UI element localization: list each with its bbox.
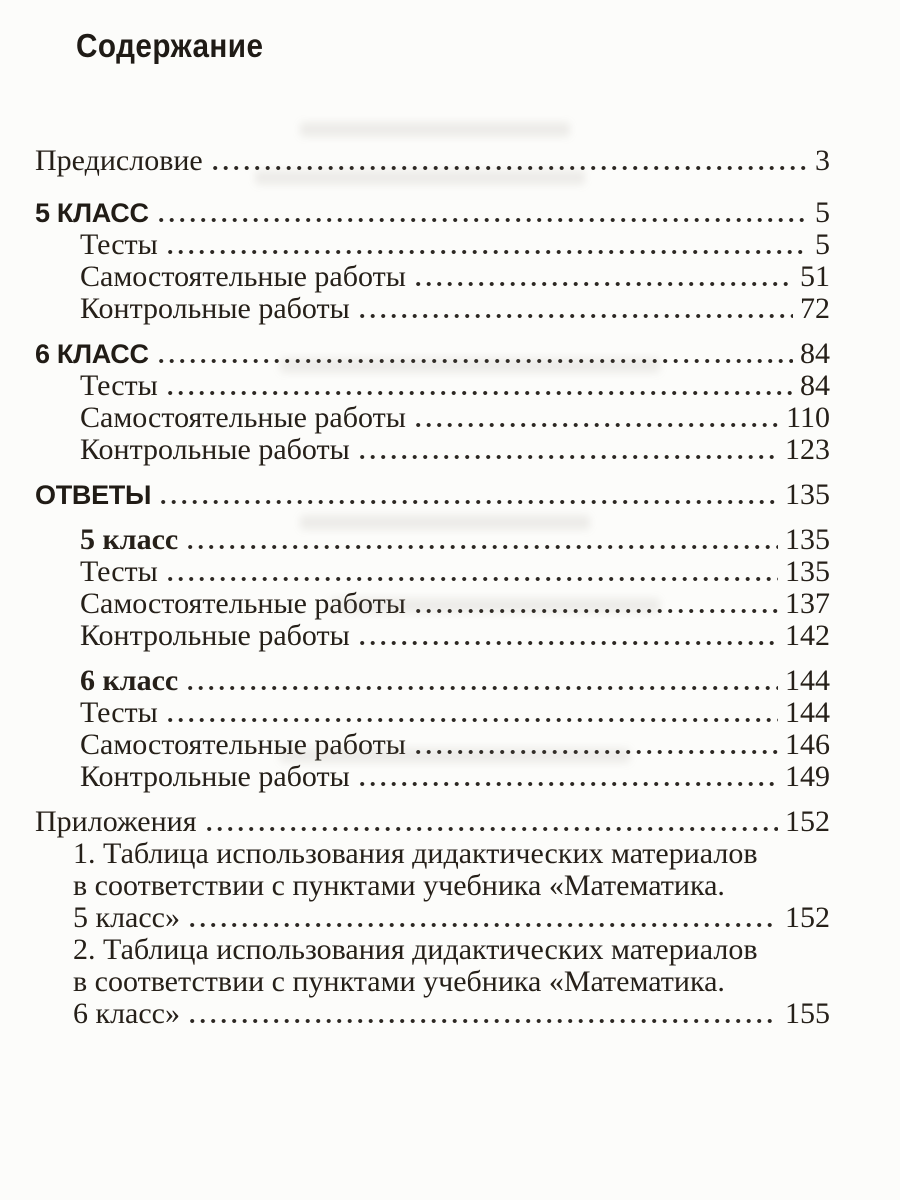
toc-row [35, 370, 830, 402]
toc-entry-page: 146 [785, 728, 830, 761]
toc-row [35, 998, 830, 1030]
page-title: Содержание [76, 27, 264, 64]
toc-entry-label: в соответствии с пунктами учебника «Математика. [73, 965, 725, 998]
toc-entry-page: 3 [815, 144, 830, 177]
dot-leader [416, 282, 793, 286]
dot-leader [190, 1019, 778, 1023]
dot-leader [207, 827, 779, 831]
dot-leader [360, 314, 793, 318]
toc-entry-label: Предисловие [35, 144, 203, 177]
toc-row [35, 620, 830, 652]
toc-row [35, 524, 830, 556]
toc-entry-page: 123 [785, 433, 830, 466]
toc-entry-page: 142 [785, 619, 830, 652]
toc-row [35, 870, 830, 902]
toc-entry-page: 51 [800, 260, 830, 293]
toc-entry-label: Тесты [80, 696, 158, 729]
toc-entry-page: 149 [785, 760, 830, 793]
toc-entry-label: Самостоятельные работы [80, 401, 406, 434]
toc-entry-label: Самостоятельные работы [80, 260, 406, 293]
toc-entry-page: 144 [785, 664, 830, 697]
dot-leader [416, 609, 778, 613]
toc-entry-label: Контрольные работы [80, 619, 350, 652]
toc-entry-page: 135 [785, 478, 830, 511]
toc-row [35, 838, 830, 870]
toc-entry-page: 152 [785, 805, 830, 838]
toc-entry-label: 6 класс» [73, 997, 180, 1030]
toc-entry-label: Приложения [35, 805, 197, 838]
dot-leader [168, 391, 793, 395]
dot-leader [360, 782, 778, 786]
toc-entry-page: 137 [785, 587, 830, 620]
toc-entry-label: 5 класс» [73, 901, 180, 934]
toc-entry-label: 5 класс [80, 523, 179, 556]
toc-row [35, 402, 830, 434]
dot-leader [188, 545, 778, 549]
toc-entry-label: Тесты [80, 555, 158, 588]
toc-row [35, 556, 830, 588]
toc-row [35, 966, 830, 998]
toc-row [35, 588, 830, 620]
toc-entry-label: в соответствии с пунктами учебника «Математика. [73, 869, 725, 902]
toc-entry-label: ОТВЕТЫ [35, 480, 152, 510]
dot-leader [213, 166, 808, 170]
toc-row [35, 902, 830, 934]
toc-entry-page: 84 [800, 337, 830, 370]
toc-entry-page: 135 [785, 555, 830, 588]
toc-row [35, 479, 830, 511]
dot-leader [168, 250, 808, 254]
toc-entry-page: 84 [800, 369, 830, 402]
toc-row [35, 697, 830, 729]
dot-leader [159, 359, 793, 363]
toc-entry-label: Контрольные работы [80, 433, 350, 466]
toc-row [35, 197, 830, 229]
toc-entry-label: 6 класс [80, 664, 179, 697]
toc-row [35, 338, 830, 370]
toc-entry-page: 152 [785, 901, 830, 934]
dot-leader [188, 686, 778, 690]
toc-entry-label: Контрольные работы [80, 760, 350, 793]
toc-row [35, 729, 830, 761]
toc-row [35, 229, 830, 261]
toc-entry-page: 135 [785, 523, 830, 556]
dot-leader [159, 218, 808, 222]
toc-entry-label: 6 КЛАСС [35, 339, 149, 369]
dot-leader [168, 577, 778, 581]
toc-entry-label: Контрольные работы [80, 292, 350, 325]
dot-leader [416, 423, 779, 427]
toc-entry-label: Тесты [80, 369, 158, 402]
toc-entry-label: Самостоятельные работы [80, 587, 406, 620]
toc-entry-page: 155 [785, 997, 830, 1030]
toc-entry-label: 1. Таблица использования дидактических материалов [73, 837, 758, 870]
toc-entry-page: 5 [815, 196, 830, 229]
dot-leader [360, 641, 778, 645]
toc-row [35, 434, 830, 466]
dot-leader [161, 500, 778, 504]
toc-entry-label: 2. Таблица использования дидактических материалов [73, 933, 758, 966]
toc-entry-page: 72 [800, 292, 830, 325]
toc-entry-label: Самостоятельные работы [80, 728, 406, 761]
toc-row [35, 934, 830, 966]
toc-row [35, 806, 830, 838]
toc-entry-page: 144 [785, 696, 830, 729]
toc-row [35, 293, 830, 325]
toc-entry-label: Тесты [80, 228, 158, 261]
toc-row [35, 145, 830, 177]
toc-row [35, 261, 830, 293]
table-of-contents [35, 145, 830, 1030]
toc-entry-page: 5 [815, 228, 830, 261]
dot-leader [190, 923, 778, 927]
dot-leader [360, 455, 778, 459]
dot-leader [168, 718, 778, 722]
dot-leader [416, 750, 778, 754]
toc-row [35, 665, 830, 697]
toc-row [35, 761, 830, 793]
toc-entry-label: 5 КЛАСС [35, 198, 149, 228]
toc-entry-page: 110 [786, 401, 830, 434]
scan-bleed-artifact [300, 122, 570, 137]
